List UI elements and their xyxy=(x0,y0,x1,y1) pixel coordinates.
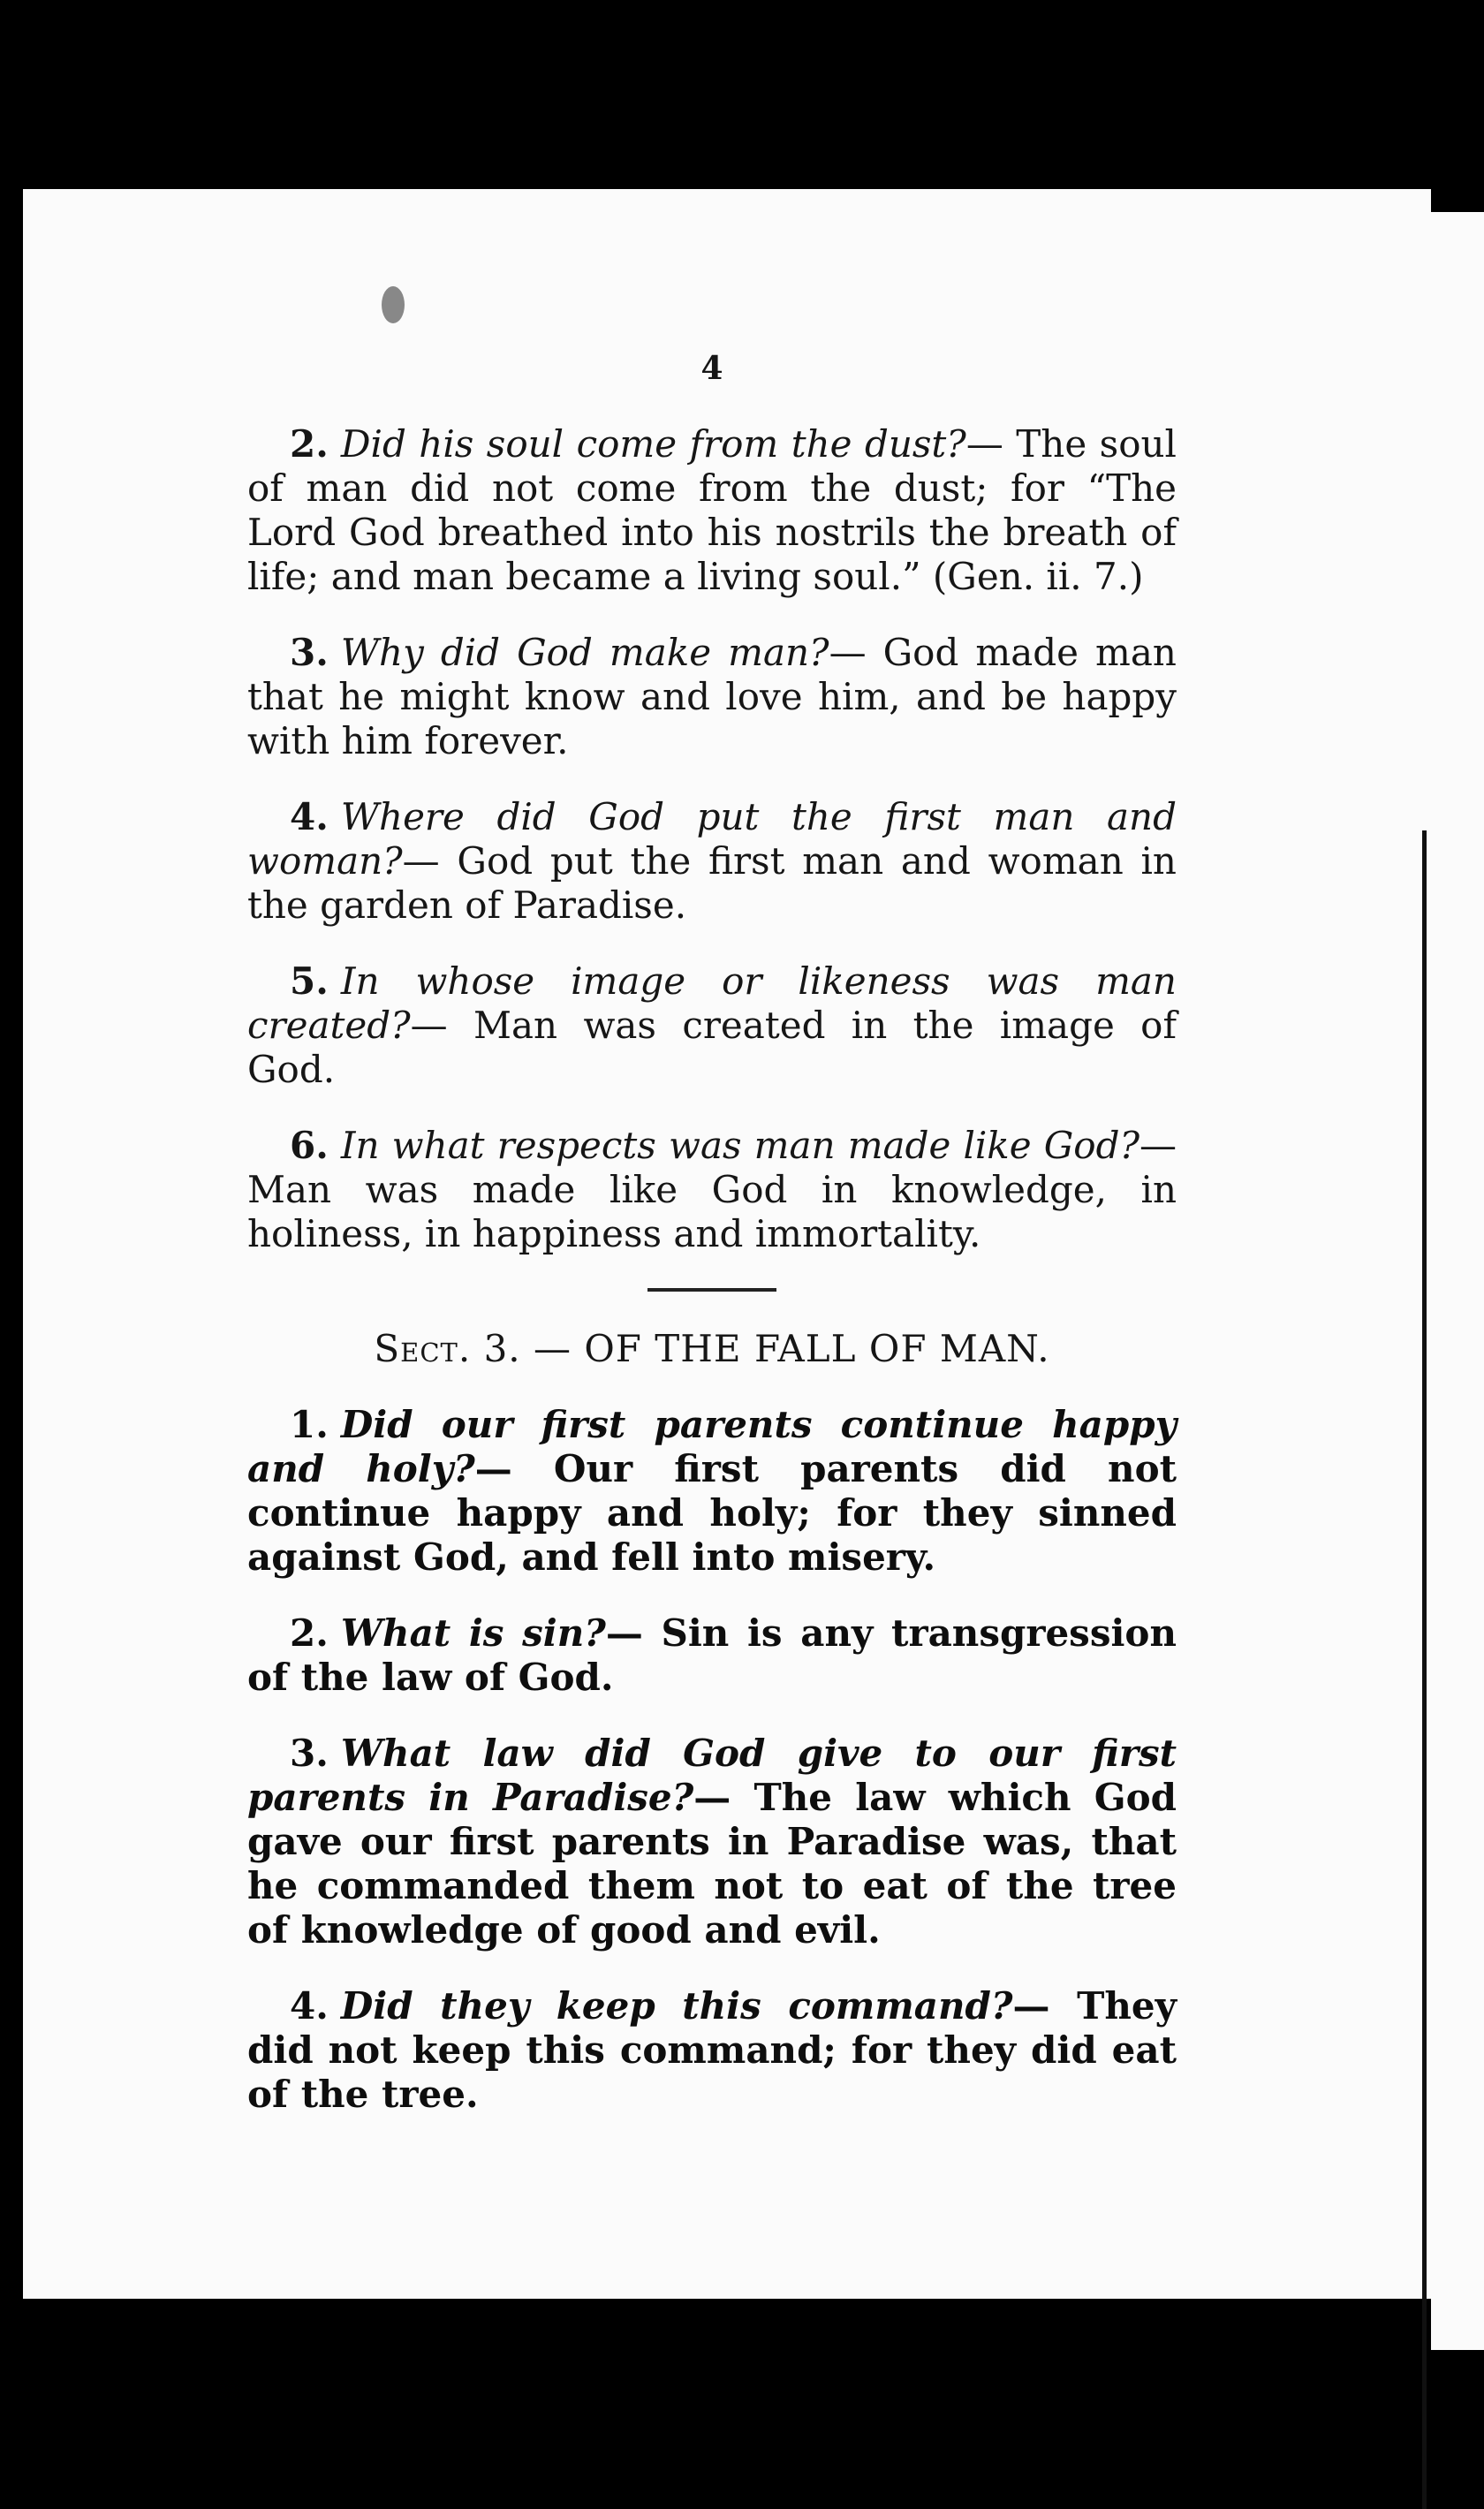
answer-text: — They did not keep this command; for they did eat of the tree. xyxy=(247,1984,1177,2116)
section-divider xyxy=(647,1288,776,1292)
qa-list-part2 xyxy=(247,1403,1177,2117)
section-heading xyxy=(247,1327,1177,1371)
question-text: Why did God make man? xyxy=(340,631,829,674)
question-number: 1. xyxy=(290,1403,329,1446)
page-content xyxy=(247,350,1177,2149)
qa-item xyxy=(247,1732,1177,1952)
question-number: 4. xyxy=(290,795,329,838)
question-text: What is sin? xyxy=(340,1611,606,1655)
section-title: — OF THE FALL OF MAN. xyxy=(534,1327,1050,1370)
qa-list-part1 xyxy=(247,422,1177,1256)
qa-item xyxy=(247,1984,1177,2117)
question-text: Did his soul come from the dust? xyxy=(340,422,966,466)
answer-text: — God put the first man and woman in the garden of Paradise. xyxy=(247,839,1177,927)
ink-blot xyxy=(382,286,405,323)
question-text: What law did God give to our first parents in Paradise? xyxy=(247,1732,1177,1819)
qa-item xyxy=(247,1611,1177,1700)
section-label: Sect. 3. xyxy=(374,1327,521,1370)
question-number: 6. xyxy=(290,1124,329,1167)
page-fold-line xyxy=(1422,830,1427,2509)
question-text: Did they keep this command? xyxy=(340,1984,1013,2028)
qa-item xyxy=(247,422,1177,599)
question-number: 3. xyxy=(290,631,329,674)
question-text: In whose image or likeness was man created? xyxy=(247,959,1177,1047)
question-number: 4. xyxy=(290,1984,329,2028)
answer-text: — God made man that he might know and love him, and be happy with him forever. xyxy=(247,631,1177,762)
adjacent-page-edge xyxy=(1431,212,1484,2350)
question-text: Did our first parents continue happy and holy? xyxy=(247,1403,1177,1490)
qa-item xyxy=(247,795,1177,928)
qa-item xyxy=(247,1403,1177,1580)
question-text: Where did God put the first man and woman? xyxy=(247,795,1177,883)
qa-item xyxy=(247,631,1177,763)
page-number: 4 xyxy=(700,350,723,387)
answer-text: — The soul of man did not come from the dust; for “The Lord God breathed into his nostrils the breath of life; and man became a living soul.” (Gen. ii. 7.) xyxy=(247,422,1177,598)
answer-text: — Man was made like God in knowledge, in holiness, in happiness and immortality. xyxy=(247,1124,1177,1255)
answer-text: — Man was created in the image of God. xyxy=(247,1004,1177,1091)
answer-text: — Sin is any transgression of the law of God. xyxy=(247,1611,1177,1699)
answer-text: — Our first parents did not continue happy and holy; for they sinned against God, and fell into misery. xyxy=(247,1447,1177,1579)
question-number: 2. xyxy=(290,1611,329,1655)
question-number: 3. xyxy=(290,1732,329,1775)
question-text: In what respects was man made like God? xyxy=(340,1124,1140,1167)
question-number: 5. xyxy=(290,959,329,1003)
qa-item xyxy=(247,959,1177,1092)
question-number: 2. xyxy=(290,422,329,466)
qa-item xyxy=(247,1124,1177,1256)
answer-text: — The law which God gave our first parents in Paradise was, that he commanded them not to eat of the tree of knowledge of good and evil. xyxy=(247,1776,1177,1952)
